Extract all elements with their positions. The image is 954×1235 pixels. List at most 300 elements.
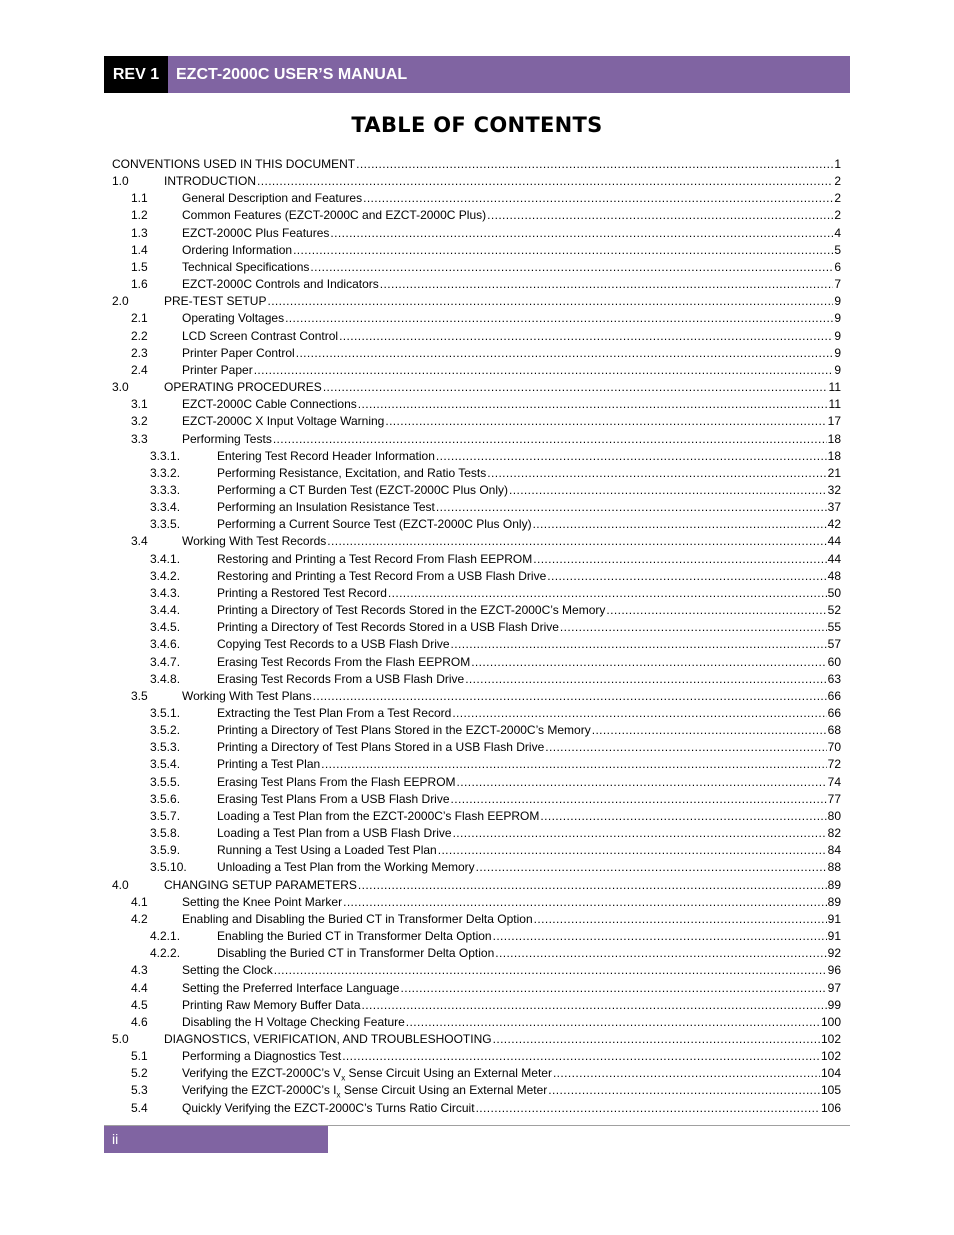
toc-entry[interactable] bbox=[112, 1031, 841, 1048]
toc-entry-title-text: EZCT-2000C Cable Connections bbox=[182, 397, 357, 412]
dot-leader bbox=[321, 756, 826, 773]
dot-leader bbox=[342, 1048, 820, 1065]
toc-entry-page: 17 bbox=[827, 414, 841, 429]
toc-entry-title-text: General Description and Features bbox=[182, 191, 363, 206]
toc-entry-title-text: Restoring and Printing a Test Record From Flash EEPROM bbox=[217, 551, 533, 566]
toc-entry-page: 80 bbox=[827, 808, 841, 823]
toc-entry[interactable] bbox=[112, 671, 841, 688]
dot-leader bbox=[493, 928, 827, 945]
toc-entry-page: 96 bbox=[827, 963, 841, 978]
toc-entry-title-text: Printer Paper bbox=[182, 362, 253, 377]
dot-leader bbox=[313, 688, 827, 705]
toc-entry-title-text: Erasing Test Plans From the Flash EEPROM bbox=[217, 774, 456, 789]
toc-entry-number: 5.4 bbox=[131, 1100, 148, 1115]
toc-entry-page: 88 bbox=[827, 860, 841, 875]
dot-leader bbox=[560, 619, 827, 636]
page-title: TABLE OF CONTENTS bbox=[351, 113, 603, 137]
toc-entry-title-text: Printing a Directory of Test Records Stored in a USB Flash Drive bbox=[217, 620, 559, 635]
toc-entry-title-text: OPERATING PROCEDURES bbox=[164, 380, 322, 395]
toc-entry-page: 7 bbox=[834, 277, 841, 292]
toc-entry-title bbox=[217, 756, 321, 773]
table-of-contents bbox=[112, 156, 841, 1117]
toc-entry-title-text: Unloading a Test Plan from the Working Memory bbox=[217, 860, 475, 875]
toc-entry-title bbox=[164, 173, 257, 190]
dot-leader bbox=[540, 808, 826, 825]
toc-entry[interactable] bbox=[112, 499, 841, 516]
toc-entry-page: 105 bbox=[820, 1083, 841, 1098]
toc-entry-number: 1.4 bbox=[131, 242, 148, 257]
toc-entry-title-text: Sense Circuit Using an External Meter bbox=[340, 1083, 548, 1098]
toc-entry-page: 70 bbox=[827, 740, 841, 755]
toc-entry-page: 89 bbox=[827, 894, 841, 909]
toc-entry-page: 44 bbox=[827, 534, 841, 549]
toc-entry-page: 55 bbox=[827, 620, 841, 635]
dot-leader bbox=[296, 345, 834, 362]
toc-entry-number: 3.5.5. bbox=[150, 774, 181, 789]
dot-leader bbox=[476, 1100, 820, 1117]
toc-entry-page: 104 bbox=[820, 1066, 841, 1081]
toc-entry[interactable] bbox=[112, 1048, 841, 1065]
toc-entry-title bbox=[182, 259, 310, 276]
dot-leader bbox=[493, 1031, 820, 1048]
toc-entry-page: 44 bbox=[827, 551, 841, 566]
toc-entry-title-text: Performing Tests bbox=[182, 431, 272, 446]
toc-entry-number: 1.5 bbox=[131, 259, 148, 274]
dot-leader bbox=[339, 328, 833, 345]
toc-entry-title-text: Ordering Information bbox=[182, 242, 293, 257]
toc-entry-title bbox=[182, 1014, 406, 1031]
toc-entry-title bbox=[182, 413, 385, 430]
toc-entry-number: 3.3 bbox=[131, 431, 148, 446]
toc-entry-title-text: Erasing Test Records From the Flash EEPROM bbox=[217, 654, 471, 669]
toc-entry[interactable] bbox=[112, 619, 841, 636]
toc-entry-number: 3.3.2. bbox=[150, 465, 181, 480]
toc-entry-number: 3.5.6. bbox=[150, 791, 181, 806]
toc-entry-title-text: Restoring and Printing a Test Record From a USB Flash Drive bbox=[217, 568, 547, 583]
toc-entry-title-text: Disabling the H Voltage Checking Feature bbox=[182, 1014, 405, 1029]
dot-leader bbox=[323, 379, 828, 396]
revision-label: REV 1 bbox=[104, 56, 168, 93]
toc-entry[interactable] bbox=[112, 345, 841, 362]
dot-leader bbox=[330, 225, 833, 242]
toc-entry-title bbox=[217, 448, 436, 465]
toc-entry-title bbox=[217, 705, 452, 722]
toc-entry-title-text: Disabling the Buried CT in Transformer Delta Option bbox=[217, 946, 495, 961]
toc-entry[interactable] bbox=[112, 190, 841, 207]
toc-entry-page: 9 bbox=[834, 294, 841, 309]
toc-entry-title-text: DIAGNOSTICS, VERIFICATION, AND TROUBLESHOOTING bbox=[164, 1031, 492, 1046]
dot-leader bbox=[285, 310, 833, 327]
toc-entry[interactable] bbox=[112, 962, 841, 979]
toc-entry[interactable] bbox=[112, 688, 841, 705]
toc-entry-title bbox=[182, 1065, 553, 1082]
toc-entry[interactable] bbox=[112, 602, 841, 619]
toc-entry-page: 42 bbox=[827, 517, 841, 532]
toc-entry[interactable] bbox=[112, 207, 841, 224]
toc-entry[interactable] bbox=[112, 328, 841, 345]
toc-entry-number: 4.0 bbox=[112, 877, 129, 892]
toc-entry[interactable] bbox=[112, 431, 841, 448]
toc-entry-number: 3.3.5. bbox=[150, 517, 181, 532]
toc-entry[interactable] bbox=[112, 859, 841, 876]
toc-entry-number: 3.4 bbox=[131, 534, 148, 549]
toc-entry-title-text: Setting the Clock bbox=[182, 963, 273, 978]
toc-entry[interactable] bbox=[112, 362, 841, 379]
toc-entry-title bbox=[217, 739, 545, 756]
toc-entry-page: 102 bbox=[820, 1031, 841, 1046]
toc-entry-number: 2.2 bbox=[131, 328, 148, 343]
toc-entry-page: 1 bbox=[834, 157, 841, 171]
toc-entry-title bbox=[182, 190, 363, 207]
toc-entry[interactable] bbox=[112, 791, 841, 808]
toc-entry-title bbox=[217, 842, 438, 859]
toc-entry-page: 21 bbox=[827, 465, 841, 480]
toc-entry-title bbox=[182, 225, 330, 242]
dot-leader bbox=[358, 396, 828, 413]
toc-entry-title bbox=[217, 808, 540, 825]
toc-entry-title-text: Printing a Restored Test Record bbox=[217, 585, 387, 600]
toc-entry-title bbox=[182, 980, 400, 997]
toc-entry[interactable] bbox=[112, 482, 841, 499]
toc-entry-title bbox=[217, 654, 471, 671]
dot-leader bbox=[400, 980, 826, 997]
toc-entry-number: 3.0 bbox=[112, 380, 129, 395]
toc-entry-number: 1.2 bbox=[131, 208, 148, 223]
toc-entry[interactable] bbox=[112, 997, 841, 1014]
toc-entry-title-text: Printing Raw Memory Buffer Data bbox=[182, 997, 361, 1012]
toc-entry[interactable] bbox=[112, 756, 841, 773]
toc-entry-page: 89 bbox=[827, 877, 841, 892]
toc-entry-title bbox=[182, 997, 362, 1014]
toc-entry[interactable] bbox=[112, 516, 841, 533]
toc-entry-title-text: Working With Test Plans bbox=[182, 688, 312, 703]
toc-entry-page: 91 bbox=[827, 929, 841, 944]
toc-entry-number: 4.2 bbox=[131, 911, 148, 926]
toc-entry-title bbox=[182, 533, 327, 550]
toc-entry-number: 3.5.7. bbox=[150, 808, 181, 823]
toc-entry-title-text: Operating Voltages bbox=[182, 311, 285, 326]
toc-entry[interactable] bbox=[112, 654, 841, 671]
toc-entry[interactable] bbox=[112, 156, 841, 173]
dot-leader bbox=[451, 791, 827, 808]
toc-entry-title bbox=[112, 156, 356, 173]
toc-entry-number: 2.4 bbox=[131, 362, 148, 377]
toc-entry-title-text: Quickly Verifying the EZCT-2000C’s Turns Ratio Circuit bbox=[182, 1100, 475, 1115]
toc-entry-title-text: Loading a Test Plan from the EZCT-2000C’s Flash EEPROM bbox=[217, 808, 540, 823]
toc-entry-title-text: PRE-TEST SETUP bbox=[164, 294, 267, 309]
toc-entry-subscript: x bbox=[336, 1090, 341, 1100]
toc-entry[interactable] bbox=[112, 722, 841, 739]
toc-entry-title bbox=[182, 362, 254, 379]
toc-entry-title bbox=[182, 894, 343, 911]
toc-entry-number: 3.2 bbox=[131, 414, 148, 429]
toc-entry-title-text: CHANGING SETUP PARAMETERS bbox=[164, 877, 357, 892]
toc-entry-title-text: Printing a Directory of Test Plans Stored in the EZCT-2000C’s Memory bbox=[217, 723, 591, 738]
toc-entry-page: 52 bbox=[827, 603, 841, 618]
toc-entry-title-text: Performing a Diagnostics Test bbox=[182, 1049, 342, 1064]
dot-leader bbox=[606, 602, 826, 619]
toc-entry-page: 97 bbox=[827, 980, 841, 995]
toc-entry[interactable] bbox=[112, 894, 841, 911]
toc-entry-title bbox=[164, 1031, 493, 1048]
toc-entry-number: 3.4.1. bbox=[150, 551, 181, 566]
toc-entry[interactable] bbox=[112, 276, 841, 293]
dot-leader bbox=[380, 276, 834, 293]
toc-entry[interactable] bbox=[112, 980, 841, 997]
toc-entry[interactable] bbox=[112, 877, 841, 894]
toc-entry[interactable] bbox=[112, 825, 841, 842]
toc-entry-number: 5.1 bbox=[131, 1049, 148, 1064]
dot-leader bbox=[451, 636, 827, 653]
toc-entry-title-text: Common Features (EZCT-2000C and EZCT-2000C Plus) bbox=[182, 208, 487, 223]
toc-entry[interactable] bbox=[112, 568, 841, 585]
toc-entry-title-text: CONVENTIONS USED IN THIS DOCUMENT bbox=[112, 157, 356, 171]
toc-entry-title bbox=[217, 722, 592, 739]
toc-entry-title bbox=[182, 962, 274, 979]
dot-leader bbox=[388, 585, 827, 602]
toc-entry-title bbox=[217, 945, 495, 962]
toc-entry-title bbox=[182, 1048, 342, 1065]
toc-entry-page: 50 bbox=[827, 585, 841, 600]
toc-entry-title-text: Printing a Test Plan bbox=[217, 757, 321, 772]
dot-leader bbox=[254, 362, 834, 379]
toc-entry-title-text: Copying Test Records to a USB Flash Drive bbox=[217, 637, 450, 652]
toc-entry-number: 3.3.1. bbox=[150, 448, 181, 463]
toc-entry-page: 99 bbox=[827, 997, 841, 1012]
toc-entry-title-text: Verifying the EZCT-2000C’s V bbox=[182, 1066, 342, 1081]
dot-leader bbox=[592, 722, 827, 739]
toc-entry-title bbox=[217, 568, 547, 585]
toc-entry[interactable] bbox=[112, 413, 841, 430]
toc-entry-page: 2 bbox=[834, 191, 841, 206]
dot-leader bbox=[438, 842, 827, 859]
toc-entry-number: 1.1 bbox=[131, 191, 148, 206]
toc-entry[interactable] bbox=[112, 774, 841, 791]
toc-entry-page: 32 bbox=[827, 482, 841, 497]
toc-entry-title bbox=[217, 465, 487, 482]
toc-entry[interactable] bbox=[112, 1100, 841, 1117]
toc-entry-title-text: Performing Resistance, Excitation, and Ratio Tests bbox=[217, 465, 487, 480]
toc-entry-title-text: Extracting the Test Plan From a Test Record bbox=[217, 706, 452, 720]
toc-entry[interactable] bbox=[112, 705, 841, 722]
toc-entry[interactable] bbox=[112, 808, 841, 825]
dot-leader bbox=[356, 156, 833, 173]
dot-leader bbox=[385, 413, 826, 430]
toc-entry-title-text: Entering Test Record Header Information bbox=[217, 448, 435, 463]
toc-entry-page: 74 bbox=[827, 774, 841, 789]
toc-entry[interactable] bbox=[112, 225, 841, 242]
toc-entry-title-text: Erasing Test Records From a USB Flash Drive bbox=[217, 671, 465, 686]
toc-entry-number: 1.6 bbox=[131, 277, 148, 292]
toc-entry-page: 6 bbox=[834, 259, 841, 274]
toc-entry[interactable] bbox=[112, 379, 841, 396]
toc-entry-title-text: Performing an Insulation Resistance Test bbox=[217, 500, 435, 515]
toc-entry-page: 84 bbox=[827, 843, 841, 858]
toc-entry-title-text: Printing a Directory of Test Records Stored in the EZCT-2000C’s Memory bbox=[217, 603, 606, 618]
toc-entry-page: 5 bbox=[834, 242, 841, 257]
toc-entry[interactable] bbox=[112, 448, 841, 465]
toc-entry-page: 66 bbox=[827, 706, 841, 720]
toc-entry[interactable] bbox=[112, 1014, 841, 1031]
toc-entry-number: 3.1 bbox=[131, 397, 148, 412]
toc-entry-page: 91 bbox=[827, 911, 841, 926]
toc-entry-number: 3.5.2. bbox=[150, 723, 181, 738]
toc-entry-title bbox=[217, 825, 453, 842]
toc-entry-number: 3.5.8. bbox=[150, 826, 181, 841]
toc-entry-page: 102 bbox=[820, 1049, 841, 1064]
toc-entry-title bbox=[217, 859, 476, 876]
toc-entry-page: 57 bbox=[827, 637, 841, 652]
toc-entry-page: 2 bbox=[834, 208, 841, 223]
toc-entry[interactable] bbox=[112, 585, 841, 602]
toc-entry-number: 3.5.9. bbox=[150, 843, 181, 858]
toc-entry-title bbox=[182, 1082, 548, 1099]
page-footer bbox=[104, 1126, 328, 1153]
dot-leader bbox=[267, 293, 833, 310]
toc-entry-page: 18 bbox=[827, 431, 841, 446]
page-number: ii bbox=[112, 1131, 119, 1147]
toc-entry[interactable] bbox=[112, 739, 841, 756]
toc-entry-title bbox=[217, 636, 451, 653]
dot-leader bbox=[257, 173, 833, 190]
toc-entry-number: 3.5.10. bbox=[150, 860, 187, 875]
toc-entry-title-text: Printer Paper Control bbox=[182, 345, 295, 360]
dot-leader bbox=[465, 671, 826, 688]
toc-entry[interactable] bbox=[112, 928, 841, 945]
toc-entry-title bbox=[217, 482, 509, 499]
toc-entry-title bbox=[217, 774, 457, 791]
dot-leader bbox=[327, 533, 826, 550]
toc-entry-title-text: Enabling and Disabling the Buried CT in Transformer Delta Option bbox=[182, 911, 533, 926]
dot-leader bbox=[534, 911, 827, 928]
dot-leader bbox=[343, 894, 827, 911]
toc-entry-title-text: Printing a Directory of Test Plans Stored in a USB Flash Drive bbox=[217, 740, 545, 755]
toc-entry-title-text: Verifying the EZCT-2000C’s I bbox=[182, 1083, 337, 1098]
toc-entry[interactable] bbox=[112, 242, 841, 259]
dot-leader bbox=[547, 568, 826, 585]
toc-entry-title-text: EZCT-2000C Plus Features bbox=[182, 225, 330, 240]
toc-entry-title bbox=[217, 928, 493, 945]
dot-leader bbox=[553, 1065, 820, 1082]
toc-entry-title-text: INTRODUCTION bbox=[164, 174, 256, 189]
toc-entry-title bbox=[182, 1100, 476, 1117]
dot-leader bbox=[487, 207, 833, 224]
toc-entry-number: 3.4.6. bbox=[150, 637, 181, 652]
dot-leader bbox=[436, 499, 827, 516]
toc-entry-number: 4.2.1. bbox=[150, 929, 181, 944]
dot-leader bbox=[453, 825, 827, 842]
toc-entry[interactable] bbox=[112, 533, 841, 550]
manual-title: EZCT-2000C USER’S MANUAL bbox=[176, 66, 408, 83]
toc-entry-page: 106 bbox=[820, 1100, 841, 1115]
toc-entry-title bbox=[164, 293, 267, 310]
toc-entry-title-text: Setting the Knee Point Marker bbox=[182, 894, 343, 909]
toc-entry-number: 4.6 bbox=[131, 1014, 148, 1029]
toc-entry-page: 77 bbox=[827, 791, 841, 806]
dot-leader bbox=[274, 962, 827, 979]
toc-entry-title-text: EZCT-2000C X Input Voltage Warning bbox=[182, 414, 385, 429]
toc-entry-number: 3.5.1. bbox=[150, 706, 181, 720]
toc-entry-title bbox=[164, 877, 358, 894]
toc-entry[interactable] bbox=[112, 911, 841, 928]
toc-entry-title bbox=[182, 396, 358, 413]
toc-entry-number: 3.4.8. bbox=[150, 671, 181, 686]
toc-entry-page: 9 bbox=[834, 345, 841, 360]
toc-entry-title-text: Technical Specifications bbox=[182, 259, 310, 274]
toc-entry-subscript: x bbox=[341, 1073, 346, 1083]
toc-entry[interactable] bbox=[112, 310, 841, 327]
dot-leader bbox=[362, 997, 827, 1014]
toc-entry-page: 4 bbox=[834, 225, 841, 240]
toc-entry-number: 5.3 bbox=[131, 1083, 148, 1098]
toc-entry-title bbox=[217, 585, 388, 602]
toc-entry-number: 2.3 bbox=[131, 345, 148, 360]
toc-entry[interactable] bbox=[112, 173, 841, 190]
toc-entry-page: 37 bbox=[827, 500, 841, 515]
toc-entry[interactable] bbox=[112, 945, 841, 962]
toc-entry-title-text: EZCT-2000C Controls and Indicators bbox=[182, 277, 379, 292]
toc-entry-page: 68 bbox=[827, 723, 841, 738]
dot-leader bbox=[495, 945, 826, 962]
toc-entry-page: 48 bbox=[827, 568, 841, 583]
toc-entry-page: 100 bbox=[820, 1014, 841, 1029]
toc-entry-number: 4.4 bbox=[131, 980, 148, 995]
toc-entry-title bbox=[182, 310, 285, 327]
toc-entry[interactable] bbox=[112, 636, 841, 653]
toc-entry[interactable] bbox=[112, 293, 841, 310]
toc-entry[interactable] bbox=[112, 842, 841, 859]
dot-leader bbox=[363, 190, 833, 207]
toc-entry-number: 3.4.2. bbox=[150, 568, 181, 583]
toc-entry-number: 4.3 bbox=[131, 963, 148, 978]
toc-entry-number: 2.0 bbox=[112, 294, 129, 309]
dot-leader bbox=[533, 516, 827, 533]
page-header bbox=[104, 56, 850, 93]
toc-entry[interactable] bbox=[112, 551, 841, 568]
toc-entry-number: 3.3.3. bbox=[150, 482, 181, 497]
toc-entry-page: 9 bbox=[834, 328, 841, 343]
toc-entry-title bbox=[217, 671, 465, 688]
toc-entry-number: 3.3.4. bbox=[150, 500, 181, 515]
toc-entry[interactable] bbox=[112, 465, 841, 482]
toc-entry[interactable] bbox=[112, 259, 841, 276]
toc-entry-title bbox=[217, 619, 560, 636]
toc-entry[interactable] bbox=[112, 396, 841, 413]
toc-entry-number: 4.2.2. bbox=[150, 946, 181, 961]
toc-entry-number: 4.1 bbox=[131, 894, 148, 909]
dot-leader bbox=[457, 774, 827, 791]
toc-entry-number: 1.0 bbox=[112, 174, 129, 189]
toc-entry-page: 9 bbox=[834, 362, 841, 377]
toc-entry-title-text: Loading a Test Plan from a USB Flash Drive bbox=[217, 826, 452, 841]
toc-entry-title-text: Performing a CT Burden Test (EZCT-2000C Plus Only) bbox=[217, 482, 508, 497]
toc-entry[interactable] bbox=[112, 1065, 841, 1082]
toc-entry-title bbox=[217, 551, 533, 568]
toc-entry[interactable] bbox=[112, 1082, 841, 1099]
toc-entry-number: 3.5 bbox=[131, 688, 148, 703]
toc-entry-number: 5.2 bbox=[131, 1066, 148, 1081]
toc-entry-number: 3.4.4. bbox=[150, 603, 181, 618]
dot-leader bbox=[406, 1014, 820, 1031]
toc-entry-title bbox=[217, 516, 533, 533]
toc-entry-title-text: LCD Screen Contrast Control bbox=[182, 328, 339, 343]
toc-entry-title bbox=[182, 328, 339, 345]
toc-entry-page: 82 bbox=[827, 826, 841, 841]
toc-entry-number: 3.5.4. bbox=[150, 757, 181, 772]
toc-entry-title-text: Enabling the Buried CT in Transformer Delta Option bbox=[217, 929, 492, 944]
toc-entry-number: 2.1 bbox=[131, 311, 148, 326]
toc-entry-title bbox=[182, 431, 273, 448]
